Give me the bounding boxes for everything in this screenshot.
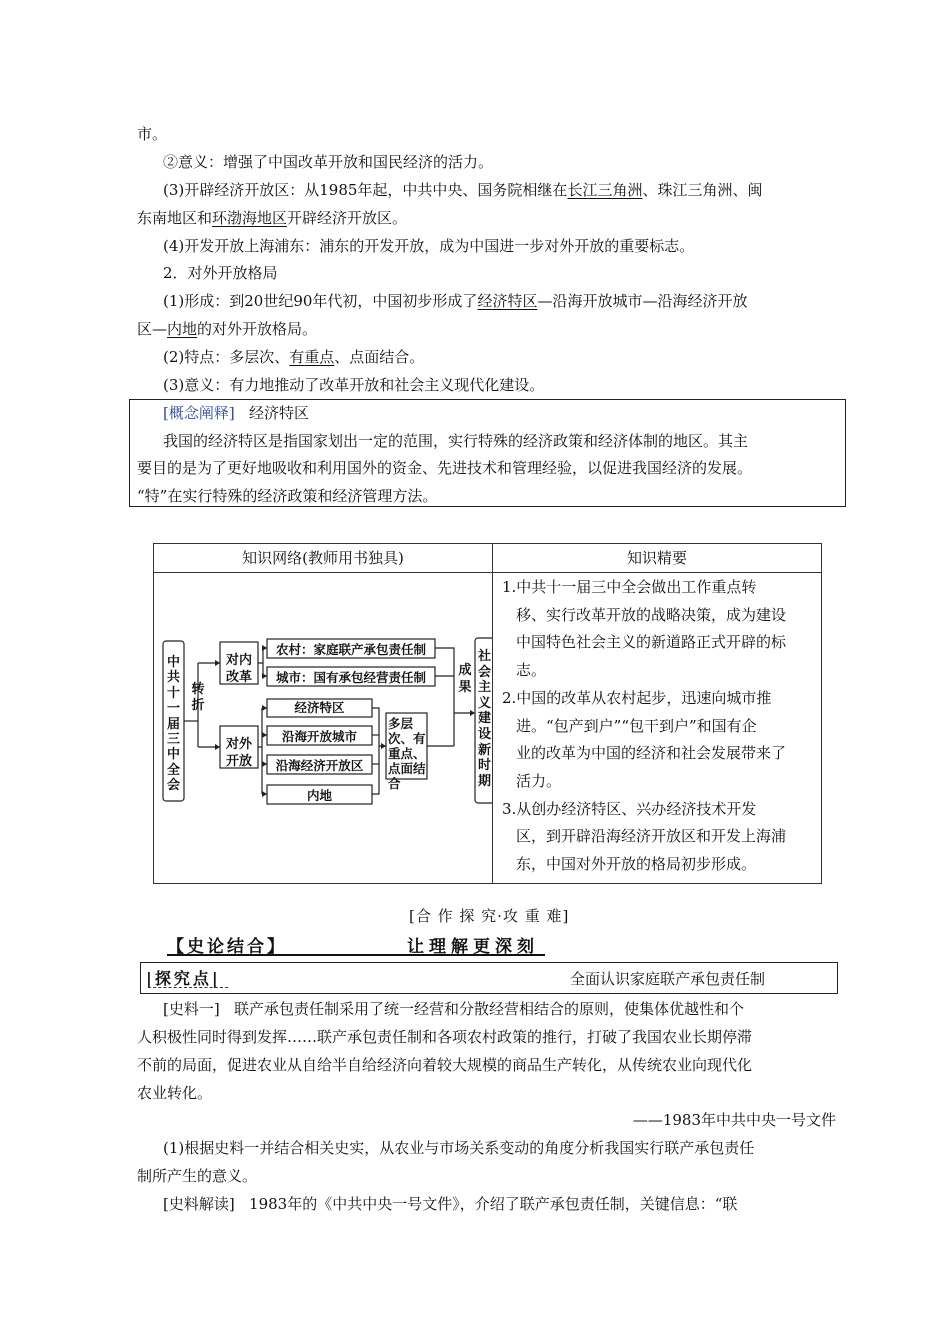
text-run: 的对外开放格局。 [197, 320, 318, 338]
summary-line: 2.中国的改革从农村起步，迅速向城市推 [502, 688, 772, 707]
banner-left-label: 【史论结合】 [167, 937, 287, 957]
material-line: 农业转化。 [137, 1084, 213, 1102]
concept-heading [163, 403, 309, 423]
diagram-label-outer: 对外开放 [225, 737, 252, 769]
text-run: 1983年的《中共中央一号文件》，介绍了联产承包责任制，关键信息：“联 [249, 1195, 738, 1213]
material-tag: [史料一] [163, 1000, 220, 1018]
diagram-label-coastal-zone: 沿海经济开放区 [275, 758, 364, 773]
text-line [137, 319, 317, 339]
diagram-label-coastal-city: 沿海开放城市 [281, 729, 357, 744]
question-line: 制所产生的意义。 [137, 1167, 258, 1185]
text-run: —沿海开放城市—沿海经济开放 [537, 292, 748, 310]
summary-line: 进。“包产到户”“包干到户”和国有企 [516, 716, 757, 735]
diagram-label-root: 中共十一届三中全会 [166, 655, 180, 794]
material-source: ——1983年中共中央一号文件 [632, 1111, 836, 1129]
material-line: 人积极性同时得到发挥……联产承包责任制和各项农村政策的推行，打破了我国农业长期停滞 [137, 1028, 753, 1046]
inquiry-tag-text: 探究点 [154, 969, 212, 988]
diagram-label-sez: 经济特区 [294, 700, 345, 715]
summary-line: 1.中共十一届三中全会做出工作重点转 [502, 578, 757, 596]
text-line [163, 180, 762, 200]
underlined-term: 长江三角洲 [567, 181, 643, 199]
summary-line: 志。 [516, 661, 547, 680]
text-line: ②意义：增强了中国改革开放和国民经济的活力。 [163, 153, 494, 171]
text-line [163, 347, 424, 367]
concept-tag: [概念阐释] [163, 404, 235, 422]
concept-text: 要目的是为了更好地吸收和利用国外的资金、先进技术和管理经验，以促进我国经济的发展。 [137, 459, 753, 477]
diagram-label-inland: 内地 [306, 788, 332, 803]
underlined-term: 环渤海地区 [212, 209, 288, 227]
underlined-term: 有重点 [289, 348, 335, 366]
text-run: 东南地区和 [137, 209, 213, 227]
material-line: 不前的局面，促进农业从自给半自给经济向着较大规模的商品生产转化，从传统农业向现代化 [137, 1056, 753, 1074]
banner-left-text: 史论结合 [187, 937, 267, 957]
question-line: (1)根据史料一并结合相关史实，从农业与市场关系变动的角度分析我国实行联产承包责任 [163, 1139, 755, 1157]
diagram-label-feature: 多层次、有重点、点面结合 [388, 716, 426, 791]
summary-line: 业的改革为中国的经济和社会发展带来了 [516, 744, 787, 763]
text-run: (2)特点：多层次、 [163, 348, 290, 366]
section-banner [167, 932, 545, 956]
concept-text: “特”在实行特殊的经济政策和经济管理方法。 [137, 487, 438, 505]
underlined-term: 经济特区 [477, 292, 538, 310]
diagram-label-inner: 对内改革 [225, 653, 252, 685]
reading-tag: [史料解读] [163, 1195, 235, 1213]
section-title: [合 作 探 究·攻 重 难] [409, 907, 570, 925]
inquiry-tag: |探究点| [146, 969, 221, 988]
material-line [163, 999, 744, 1019]
text-run: 区— [137, 320, 168, 338]
inquiry-tag-rule [148, 987, 228, 988]
text-line: (3)意义：有力地推动了改革开放和社会主义现代化建设。 [163, 376, 545, 394]
concept-title: 经济特区 [249, 404, 310, 422]
reading-line [163, 1194, 737, 1214]
banner-right-text: 让理解更深刻 [407, 937, 539, 957]
section-heading: 2．对外开放格局 [163, 264, 278, 282]
text-line: (4)开发开放上海浦东：浦东的开发开放，成为中国进一步对外开放的重要标志。 [163, 237, 695, 255]
summary-line: 区，到开辟沿海经济开放区和开发上海浦 [516, 827, 787, 846]
text-line: 市。 [137, 125, 168, 143]
summary-line: 活力。 [516, 771, 562, 790]
text-run: (3)开辟经济开放区：从1985年起，中共中央、国务院相继在 [163, 181, 568, 199]
text-run: (1)形成：到20世纪90年代初，中国初步形成了 [163, 292, 478, 310]
diagram-label-urban: 城市：国有承包经营责任制 [275, 670, 426, 685]
table-header-right: 知识精要 [626, 549, 687, 567]
table-header-left: 知识网络(教师用书独具) [242, 549, 404, 567]
diagram-label-era: 社会主义建设新时期 [477, 649, 491, 789]
diagram-label-turn: 转折 [191, 682, 205, 713]
knowledge-table [153, 543, 822, 884]
summary-line: 中国特色社会主义的新道路正式开辟的标 [516, 633, 787, 652]
text-line [137, 208, 407, 228]
text-run: 、点面结合。 [334, 348, 425, 366]
text-run: 联产承包责任制采用了统一经营和分散经营相结合的原则，使集体优越性和个 [234, 1000, 745, 1018]
diagram-label-rural: 农村：家庭联产承包责任制 [275, 642, 426, 657]
inquiry-title: 全面认识家庭联产承包责任制 [570, 970, 766, 988]
underlined-term: 内地 [167, 320, 198, 338]
text-line [163, 291, 747, 311]
summary-line: 东，中国对外开放的格局初步形成。 [516, 855, 757, 874]
text-run: 、珠江三角洲、闽 [642, 181, 763, 199]
diagram-label-result: 成果 [458, 663, 472, 695]
summary-line: 移、实行改革开放的战略决策，成为建设 [516, 605, 787, 624]
knowledge-summary [502, 574, 812, 879]
text-run: 开辟经济开放区。 [287, 209, 408, 227]
summary-line: 3.从创办经济特区、兴办经济技术开发 [502, 799, 757, 818]
concept-text: 我国的经济特区是指国家划出一定的范围，实行特殊的经济政策和经济体制的地区。其主 [163, 432, 749, 450]
banner-rule [167, 954, 545, 956]
